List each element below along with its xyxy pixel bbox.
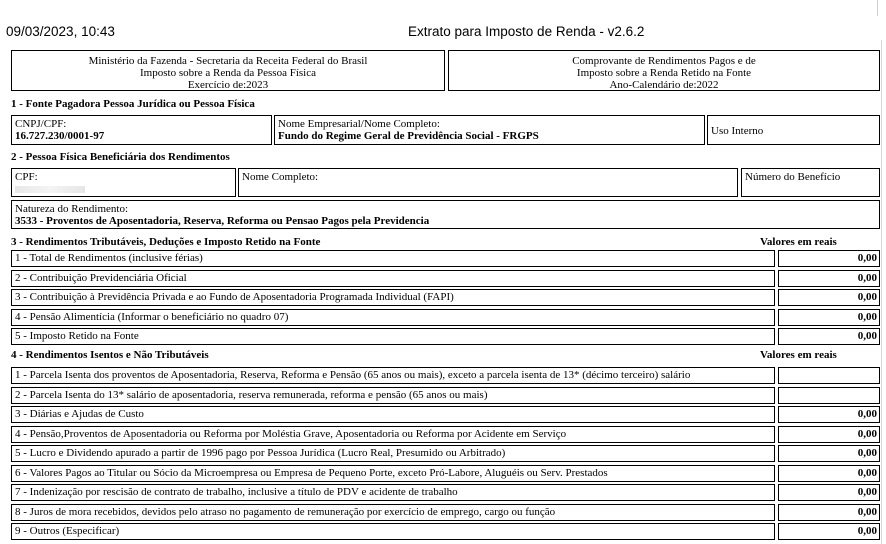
header-left-line-1: Ministério da Fazenda - Secretaria da Receita Federal do Brasil <box>88 55 368 67</box>
print-title: Extrato para Imposto de Renda - v2.6.2 <box>408 24 645 39</box>
header-box-left <box>11 50 445 91</box>
cpf-redacted <box>15 183 85 195</box>
table-row-label: 8 - Juros de mora recebidos, devidos pelo atraso no pagamento de remuneração por exercício de emprego, cargo ou função <box>11 504 775 521</box>
table-row-label: 3 - Contribuição à Previdência Privada e ao Fundo de Aposentadoria Programada Individual (FAPI) <box>11 289 775 306</box>
section-4-values-header: Valores em reais <box>760 349 837 361</box>
nome-empresarial-label: Nome Empresarial/Nome Completo: <box>278 118 440 130</box>
table-row-label: 7 - Indenização por rescisão de contrato de trabalho, inclusive a título de PDV e acidente de trabalho <box>11 484 775 501</box>
nome-completo-label: Nome Completo: <box>242 171 319 183</box>
table-row-value <box>778 387 880 404</box>
table-row-value: 0,00 <box>778 465 880 482</box>
table-row-value: 0,00 <box>778 270 880 287</box>
print-datetime: 09/03/2023, 10:43 <box>6 24 115 39</box>
page-edge-line <box>881 40 882 544</box>
section-4-title: 4 - Rendimentos Isentos e Não Tributáveis <box>11 349 209 361</box>
cnpj-label: CNPJ/CPF: <box>15 118 67 130</box>
table-row-value: 0,00 <box>778 309 880 326</box>
uso-interno-label: Uso Interno <box>711 125 764 137</box>
section-2-title: 2 - Pessoa Física Beneficiária dos Rendimentos <box>11 151 230 163</box>
redacted-blur <box>15 186 85 193</box>
nome-completo-box <box>238 168 738 197</box>
table-row-label: 4 - Pensão Alimentícia (Informar o beneficiário no quadro 07) <box>11 309 775 326</box>
header-left-line-2: Imposto sobre a Renda da Pessoa Física <box>140 67 316 79</box>
table-row-value: 0,00 <box>778 504 880 521</box>
window-edge <box>877 0 886 16</box>
table-row-label: 4 - Pensão,Proventos de Aposentadoria ou Reforma por Moléstia Grave, Aposentadoria ou Reforma por Acidente em Serviço <box>11 426 775 443</box>
uso-interno-box <box>707 115 880 145</box>
header-box-right <box>448 50 880 91</box>
print-header <box>0 0 886 40</box>
table-row-label: 5 - Imposto Retido na Fonte <box>11 328 775 345</box>
table-row-label: 2 - Parcela Isenta do 13* salário de aposentadoria, reserva remunerada, reforma e pensão (65 anos ou mais) <box>11 387 775 404</box>
table-row-label: 1 - Total de Rendimentos (inclusive férias) <box>11 250 775 267</box>
natureza-label: Natureza do Rendimento: <box>15 203 129 215</box>
section-3-title: 3 - Rendimentos Tributáveis, Deduções e Imposto Retido na Fonte <box>11 236 321 248</box>
table-row-value: 0,00 <box>778 426 880 443</box>
section-1-title: 1 - Fonte Pagadora Pessoa Jurídica ou Pessoa Física <box>11 98 255 110</box>
section-3-values-header: Valores em reais <box>760 236 837 248</box>
table-row-value: 0,00 <box>778 445 880 462</box>
table-row-value: 0,00 <box>778 523 880 540</box>
table-row-value: 0,00 <box>778 406 880 423</box>
header-left-line-3: Exercício de:2023 <box>187 79 269 91</box>
nome-empresarial-box <box>274 115 705 145</box>
table-row-value <box>778 367 880 384</box>
header-right-line-3: Ano-Calendário de:2022 <box>609 79 719 91</box>
cpf-label: CPF: <box>15 171 38 183</box>
table-row-value: 0,00 <box>778 328 880 345</box>
table-row-value: 0,00 <box>778 250 880 267</box>
table-row-label: 6 - Valores Pagos ao Titular ou Sócio da Microempresa ou Empresa de Pequeno Porte, exceto Pró-Labore, Aluguéis ou Serv. Prestados <box>11 465 775 482</box>
table-row-value: 0,00 <box>778 289 880 306</box>
cpf-box <box>11 168 236 197</box>
cnpj-value: 16.727.230/0001-97 <box>15 130 105 142</box>
header-right-line-1: Comprovante de Rendimentos Pagos e de <box>572 55 756 67</box>
table-row-value: 0,00 <box>778 484 880 501</box>
header-right-line-2: Imposto sobre a Renda Retido na Fonte <box>576 67 752 79</box>
natureza-box <box>11 200 880 229</box>
cnpj-box <box>11 115 272 145</box>
natureza-value: 3533 - Proventos de Aposentadoria, Reserva, Reforma ou Pensao Pagos pela Previdencia <box>15 215 430 227</box>
table-row-label: 1 - Parcela Isenta dos proventos de Aposentadoria, Reserva, Reforma e Pensão (65 anos ou mais), exceto a parcela isenta de 13* (décimo terceiro) salário <box>11 367 775 384</box>
table-row-label: 3 - Diárias e Ajudas de Custo <box>11 406 775 423</box>
numero-beneficio-label: Número do Benefício <box>745 171 841 183</box>
nome-empresarial-value: Fundo do Regime Geral de Previdência Social - FRGPS <box>278 130 539 142</box>
table-row-label: 9 - Outros (Especificar) <box>11 523 775 540</box>
numero-beneficio-box <box>741 168 880 197</box>
table-row-label: 2 - Contribuição Previdenciária Oficial <box>11 270 775 287</box>
table-row-label: 5 - Lucro e Dividendo apurado a partir de 1996 pago por Pessoa Jurídica (Lucro Real, Presumido ou Arbitrado) <box>11 445 775 462</box>
